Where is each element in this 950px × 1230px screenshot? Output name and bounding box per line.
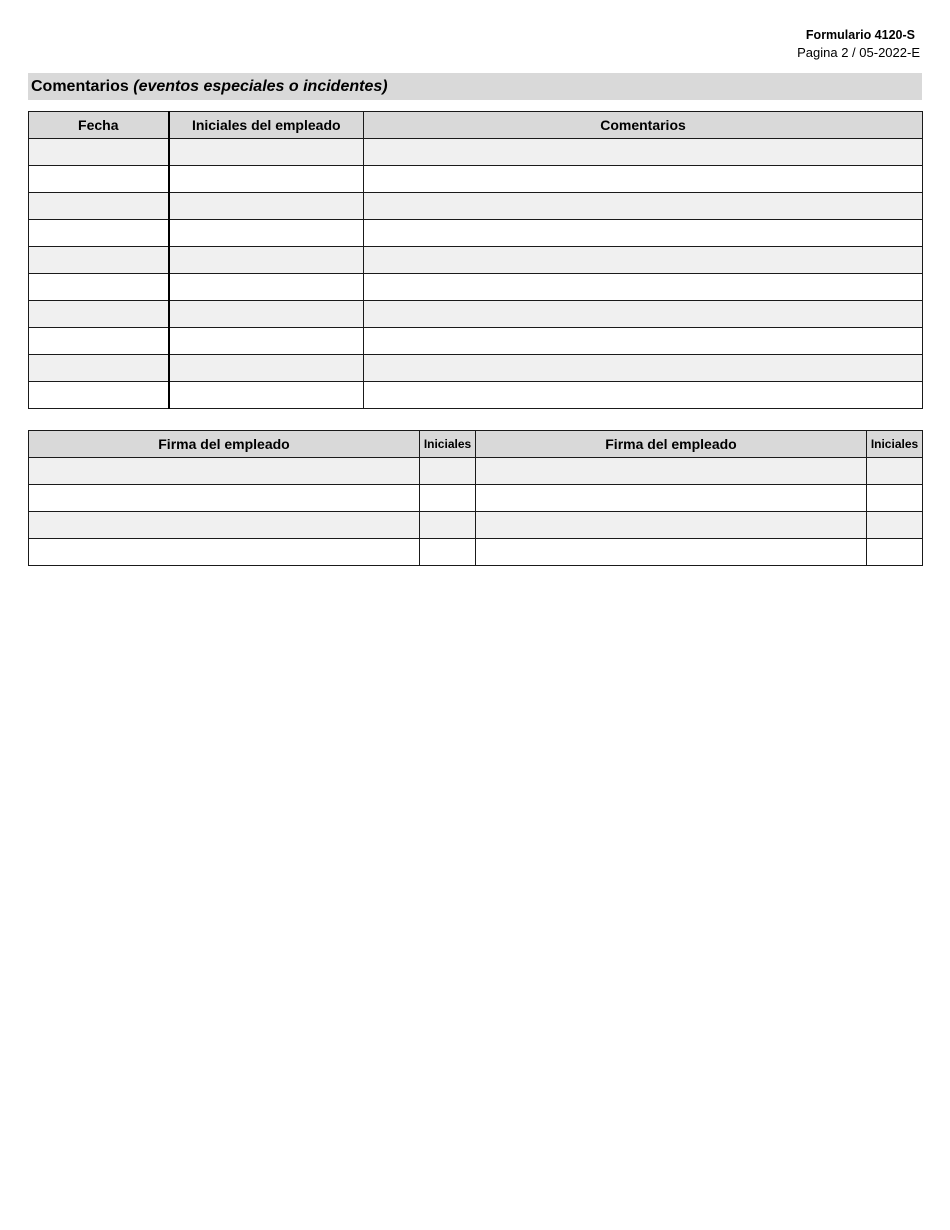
- comentarios-cell[interactable]: [364, 139, 923, 166]
- comentarios-cell[interactable]: [364, 301, 923, 328]
- comentarios-cell[interactable]: [364, 193, 923, 220]
- column-header-firma-empleado: Firma del empleado: [476, 431, 867, 458]
- firma-empleado-cell[interactable]: [29, 458, 420, 485]
- comments-table: [28, 111, 923, 409]
- table-row: [29, 512, 923, 539]
- fecha-cell[interactable]: [29, 220, 169, 247]
- iniciales-cell[interactable]: [420, 458, 476, 485]
- iniciales-cell[interactable]: [867, 539, 923, 566]
- comentarios-cell[interactable]: [364, 355, 923, 382]
- iniciales-cell[interactable]: [420, 539, 476, 566]
- iniciales-empleado-cell[interactable]: [169, 193, 364, 220]
- fecha-cell[interactable]: [29, 274, 169, 301]
- iniciales-cell[interactable]: [867, 512, 923, 539]
- table-row: [29, 301, 923, 328]
- column-header-iniciales: Iniciales: [867, 431, 923, 458]
- comentarios-cell[interactable]: [364, 247, 923, 274]
- table-row: [29, 485, 923, 512]
- table-row: [29, 193, 923, 220]
- comentarios-cell[interactable]: [364, 220, 923, 247]
- firma-empleado-cell[interactable]: [476, 458, 867, 485]
- firma-empleado-cell[interactable]: [476, 485, 867, 512]
- fecha-cell[interactable]: [29, 166, 169, 193]
- fecha-cell[interactable]: [29, 247, 169, 274]
- table-row: [29, 458, 923, 485]
- table-row: [29, 139, 923, 166]
- column-header-iniciales-empleado: Iniciales del empleado: [169, 112, 364, 139]
- fecha-cell[interactable]: [29, 301, 169, 328]
- fecha-cell[interactable]: [29, 139, 169, 166]
- comments-header-row: [29, 112, 923, 139]
- table-row: [29, 166, 923, 193]
- column-header-fecha: Fecha: [29, 112, 169, 139]
- fecha-cell[interactable]: [29, 328, 169, 355]
- section-title-text: Comentarios: [31, 78, 129, 95]
- comentarios-cell[interactable]: [364, 328, 923, 355]
- column-header-iniciales: Iniciales: [420, 431, 476, 458]
- iniciales-empleado-cell[interactable]: [169, 355, 364, 382]
- iniciales-empleado-cell[interactable]: [169, 139, 364, 166]
- iniciales-empleado-cell[interactable]: [169, 301, 364, 328]
- firma-empleado-cell[interactable]: [29, 539, 420, 566]
- column-header-comentarios: Comentarios: [364, 112, 923, 139]
- iniciales-cell[interactable]: [420, 485, 476, 512]
- table-row: [29, 382, 923, 409]
- form-number: Formulario 4120-S: [805, 28, 915, 42]
- signature-header-row: [29, 431, 923, 458]
- iniciales-cell[interactable]: [420, 512, 476, 539]
- comentarios-cell[interactable]: [364, 382, 923, 409]
- comentarios-cell[interactable]: [364, 274, 923, 301]
- fecha-cell[interactable]: [29, 355, 169, 382]
- section-subtitle: (eventos especiales o incidentes): [133, 78, 388, 95]
- comments-section-title: [28, 73, 922, 100]
- iniciales-empleado-cell[interactable]: [169, 382, 364, 409]
- iniciales-empleado-cell[interactable]: [169, 328, 364, 355]
- table-row: [29, 355, 923, 382]
- iniciales-empleado-cell[interactable]: [169, 247, 364, 274]
- firma-empleado-cell[interactable]: [29, 512, 420, 539]
- column-header-firma-empleado: Firma del empleado: [29, 431, 420, 458]
- iniciales-empleado-cell[interactable]: [169, 274, 364, 301]
- signature-table: [28, 430, 923, 566]
- form-header: [797, 27, 920, 61]
- page-info: Pagina 2 / 05-2022-E: [797, 45, 920, 60]
- fecha-cell[interactable]: [29, 193, 169, 220]
- table-row: [29, 539, 923, 566]
- iniciales-cell[interactable]: [867, 458, 923, 485]
- firma-empleado-cell[interactable]: [476, 539, 867, 566]
- fecha-cell[interactable]: [29, 382, 169, 409]
- table-row: [29, 274, 923, 301]
- iniciales-empleado-cell[interactable]: [169, 166, 364, 193]
- comentarios-cell[interactable]: [364, 166, 923, 193]
- firma-empleado-cell[interactable]: [29, 485, 420, 512]
- table-row: [29, 247, 923, 274]
- table-row: [29, 328, 923, 355]
- firma-empleado-cell[interactable]: [476, 512, 867, 539]
- iniciales-cell[interactable]: [867, 485, 923, 512]
- iniciales-empleado-cell[interactable]: [169, 220, 364, 247]
- table-row: [29, 220, 923, 247]
